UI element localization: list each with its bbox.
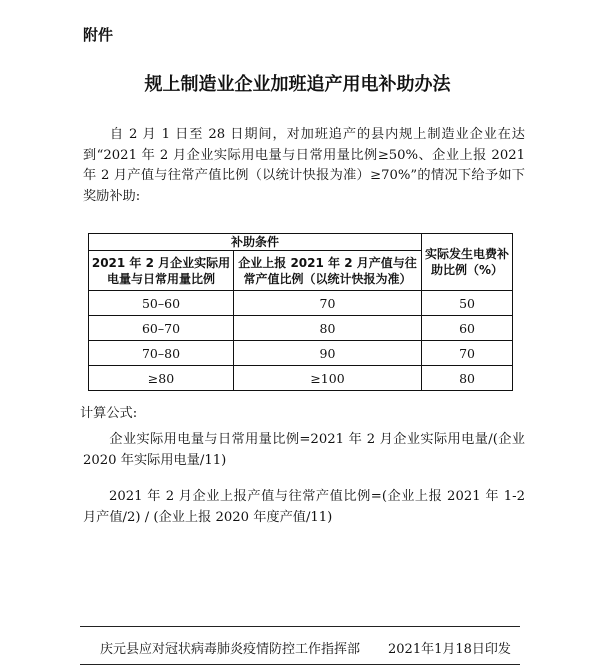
table-cell: 50 [422,291,513,316]
footer-top-rule [80,626,520,627]
formula-label: 计算公式: [80,406,138,421]
table-cell: 50–60 [89,291,234,316]
intro-text: 自 2 月 1 日至 28 日期间，对加班追产的县内规上制造业企业在达到“2021 年 2 月企业实际用电量与日常用量比例≥50%、企业上报 2021 年 2 月产值与往常产值比例（以统计快报为准）≥70%”的情况下给予如下奖励补助: [83,127,525,204]
table-header-subsidy-ratio: 实际发生电费补助比例（%） [422,234,513,291]
formula-output-text: 2021 年 2 月企业上报产值与往常产值比例=(企业上报 2021 年 1-2 月产值/2) / (企业上报 2020 年度产值/11) [83,489,525,525]
table-header-electricity-ratio: 2021 年 2 月企业实际用电量与日常用量比例 [89,251,234,291]
formula-electricity-text: 企业实际用电量与日常用量比例=2021 年 2 月企业实际用电量/(企业 2020 年实际用电量/11) [83,432,525,468]
table-cell: 60 [422,316,513,341]
table-cell: 80 [234,316,422,341]
attachment-label: 附件 [83,26,114,44]
table-cell: 90 [234,341,422,366]
formula-output [83,487,525,528]
table-row [89,291,513,316]
table-cell: ≥80 [89,366,234,391]
footer-bottom-rule [80,664,520,665]
table-cell: 70 [422,341,513,366]
formula-electricity [83,430,525,471]
table-cell: 70–80 [89,341,234,366]
issuing-organization: 庆元县应对冠状病毒肺炎疫情防控工作指挥部 [100,642,361,657]
table-row [89,341,513,366]
table-cell: ≥100 [234,366,422,391]
table-group-header: 补助条件 [89,234,422,251]
table-cell: 60–70 [89,316,234,341]
table-cell: 70 [234,291,422,316]
table-row [89,366,513,391]
table-header-output-ratio: 企业上报 2021 年 2 月产值与往常产值比例（以统计快报为准） [234,251,422,291]
table-row [89,316,513,341]
table-cell: 80 [422,366,513,391]
subsidy-table [88,233,513,391]
document-title: 规上制造业企业加班追产用电补助办法 [144,74,451,95]
issue-date: 2021年1月18日印发 [388,642,511,657]
intro-paragraph [83,125,525,207]
